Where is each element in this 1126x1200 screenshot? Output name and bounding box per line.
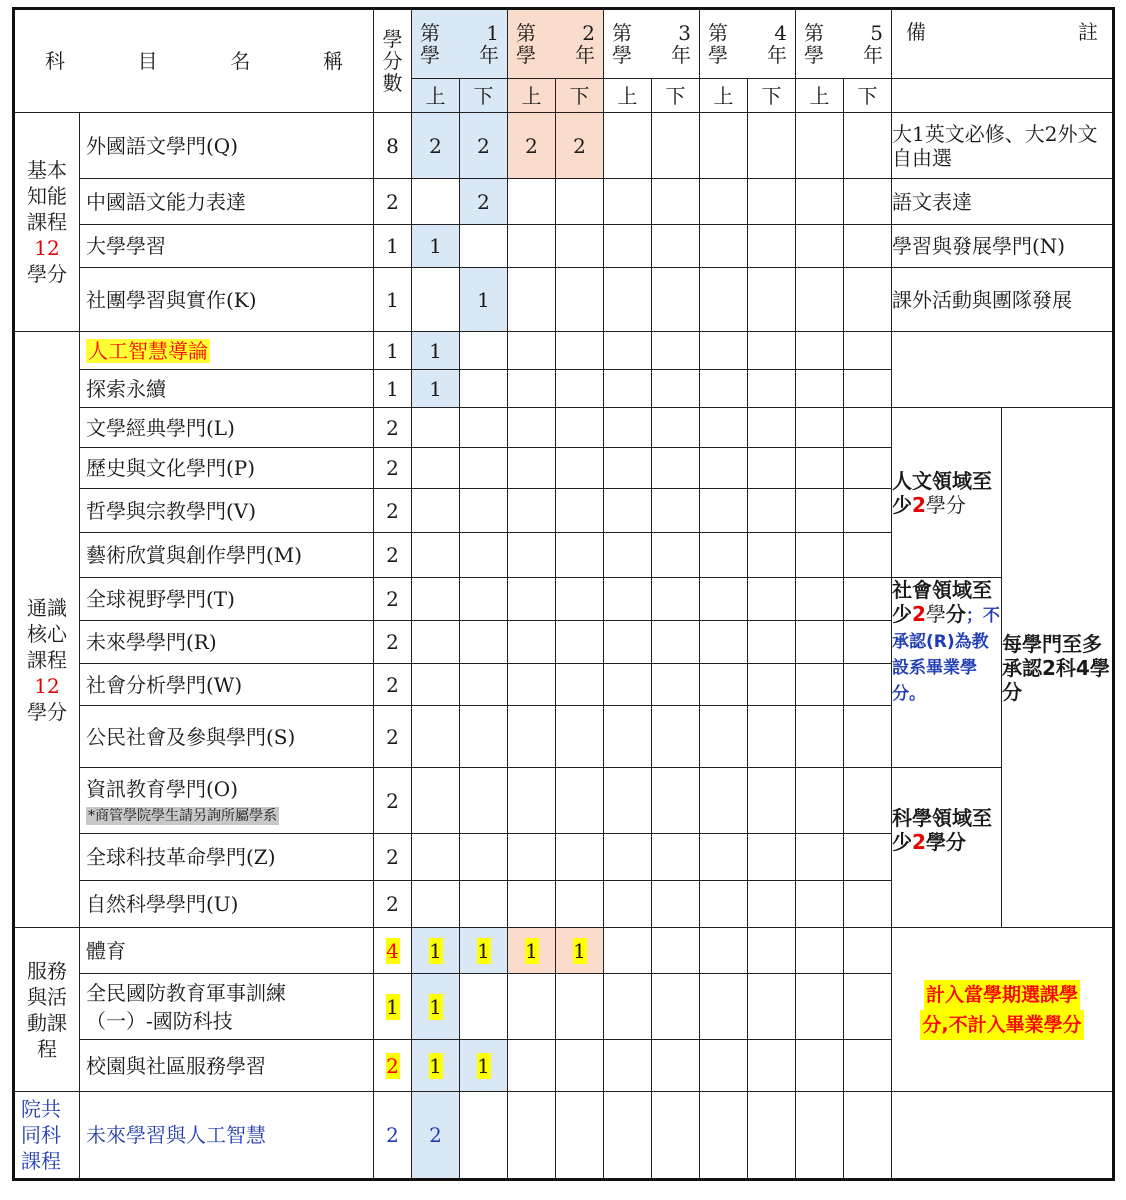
- remark: 學習與發展學門(N): [892, 225, 1114, 268]
- semester-label: 下: [652, 79, 700, 113]
- semester-label: 下: [844, 79, 892, 113]
- humanities-note: 人文領域至少2學分: [892, 408, 1002, 578]
- year-3-header: 第 學 3 年: [604, 9, 700, 79]
- science-note: 科學領域至少2學分: [892, 768, 1002, 928]
- course-credits: 1: [374, 974, 412, 1040]
- course-credits: 2: [374, 664, 412, 706]
- course-credits: 2: [374, 489, 412, 533]
- course-name: 外國語文學門(Q): [80, 113, 374, 179]
- course-credits: 1: [374, 370, 412, 408]
- course-credits: 2: [374, 533, 412, 578]
- course-credits: 2: [374, 1040, 412, 1092]
- course-name: 全民國防教育軍事訓練 （一）-國防科技: [80, 974, 374, 1040]
- course-credits: 2: [374, 179, 412, 225]
- semester-label: 下: [748, 79, 796, 113]
- table-row: 中國語文能力表達 2 2 語文表達: [14, 179, 1114, 225]
- course-credits: 2: [374, 834, 412, 881]
- course-name: 體育: [80, 928, 374, 974]
- course-credits: 2: [374, 1092, 412, 1180]
- year-5-header: 第 學 5 年: [796, 9, 892, 79]
- semester-label: 下: [460, 79, 508, 113]
- table-row: 服務 與活 動課 程 體育 4 1 1 1 1 計入當學期選課學 分,不計入畢業學分: [14, 928, 1114, 974]
- table-row: [14, 768, 1114, 834]
- course-credits: 2: [374, 578, 412, 621]
- year-1-header: 第 學 1 年: [412, 9, 508, 79]
- year-2-header: 第 學 2 年: [508, 9, 604, 79]
- semester-label: 上: [604, 79, 652, 113]
- course-name: 公民社會及參與學門(S): [80, 706, 374, 768]
- course-name: 社團學習與實作(K): [80, 268, 374, 332]
- course-credits: 2: [374, 881, 412, 928]
- course-credits: 4: [374, 928, 412, 974]
- remark: 語文表達: [892, 179, 1114, 225]
- course-credits: 1: [374, 225, 412, 268]
- group-label-basic: 基本 知能 課程 12 學分: [14, 113, 80, 332]
- remark: 課外活動與團隊發展: [892, 268, 1114, 332]
- semester-label: 上: [412, 79, 460, 113]
- course-name: 自然科學學門(U): [80, 881, 374, 928]
- course-name: 全球科技革命學門(Z): [80, 834, 374, 881]
- course-name: 人工智慧導論: [80, 332, 374, 370]
- semester-label: 下: [556, 79, 604, 113]
- table-row: [14, 408, 1114, 448]
- year-4-header: 第 學 4 年: [700, 9, 796, 79]
- remark: 大1英文必修、大2外文自由選: [892, 113, 1114, 179]
- table-row: 大學學習 1 1 學習與發展學門(N): [14, 225, 1114, 268]
- table-row: 基本 知能 課程 12 學分 外國語文學門(Q) 8 2 2 2 2 大1英文必修、大2外文自由選: [14, 113, 1114, 179]
- table-row: 探索永續 1 1: [14, 370, 1114, 408]
- subject-name-header: 科 目 名 稱: [14, 9, 374, 113]
- remark-empty: [892, 332, 1114, 408]
- semester-label: 上: [700, 79, 748, 113]
- table-row: 全民國防教育軍事訓練 （一）-國防科技 1 1: [14, 974, 1114, 1040]
- group-label-general: 通識 核心 課程 12 學分: [14, 332, 80, 928]
- table-row: 校園與社區服務學習 2 1 1: [14, 1040, 1114, 1092]
- header-row: [14, 9, 1114, 79]
- remark-empty: [892, 1092, 1114, 1180]
- course-name: 哲學與宗教學門(V): [80, 489, 374, 533]
- course-name: 未來學習與人工智慧: [80, 1092, 374, 1180]
- social-note: 社會領域至少2學分；不承認(R)為教設系畢業學分。: [892, 578, 1002, 768]
- semester-label: 上: [796, 79, 844, 113]
- course-name: 未來學學門(R): [80, 621, 374, 664]
- course-name: 校園與社區服務學習: [80, 1040, 374, 1092]
- remarks-header: 備 註: [892, 9, 1114, 79]
- course-name: 中國語文能力表達: [80, 179, 374, 225]
- course-name: 文學經典學門(L): [80, 408, 374, 448]
- credits-header: 學 分 數: [374, 9, 412, 113]
- curriculum-table: [12, 7, 1115, 1181]
- remarks-blank: [892, 79, 1114, 113]
- course-name: 藝術欣賞與創作學門(M): [80, 533, 374, 578]
- per-domain-note: 每學門至多承認2科4學分: [1002, 408, 1114, 928]
- course-credits: 2: [374, 448, 412, 489]
- course-name: 全球視野學門(T): [80, 578, 374, 621]
- course-name: 資訊教育學門(O) *商管學院學生請另詢所屬學系: [80, 768, 374, 834]
- course-credits: 1: [374, 332, 412, 370]
- course-credits: 2: [374, 706, 412, 768]
- course-credits: 1: [374, 268, 412, 332]
- course-name: 探索永續: [80, 370, 374, 408]
- course-name: 社會分析學門(W): [80, 664, 374, 706]
- course-credits: 2: [374, 768, 412, 834]
- group-label-college: 院共 同科 課程: [14, 1092, 80, 1180]
- semester-label: 上: [508, 79, 556, 113]
- table-row: [14, 578, 1114, 621]
- service-note: 計入當學期選課學 分,不計入畢業學分: [892, 928, 1114, 1092]
- course-credits: 2: [374, 408, 412, 448]
- course-name: 大學學習: [80, 225, 374, 268]
- table-row: 社團學習與實作(K) 1 1 課外活動與團隊發展: [14, 268, 1114, 332]
- table-row: 院共 同科 課程 未來學習與人工智慧 2 2: [14, 1092, 1114, 1180]
- course-credits: 2: [374, 621, 412, 664]
- course-credits: 8: [374, 113, 412, 179]
- table-row: 通識 核心 課程 12 學分 人工智慧導論 1 1: [14, 332, 1114, 370]
- course-name: 歷史與文化學門(P): [80, 448, 374, 489]
- group-label-service: 服務 與活 動課 程: [14, 928, 80, 1092]
